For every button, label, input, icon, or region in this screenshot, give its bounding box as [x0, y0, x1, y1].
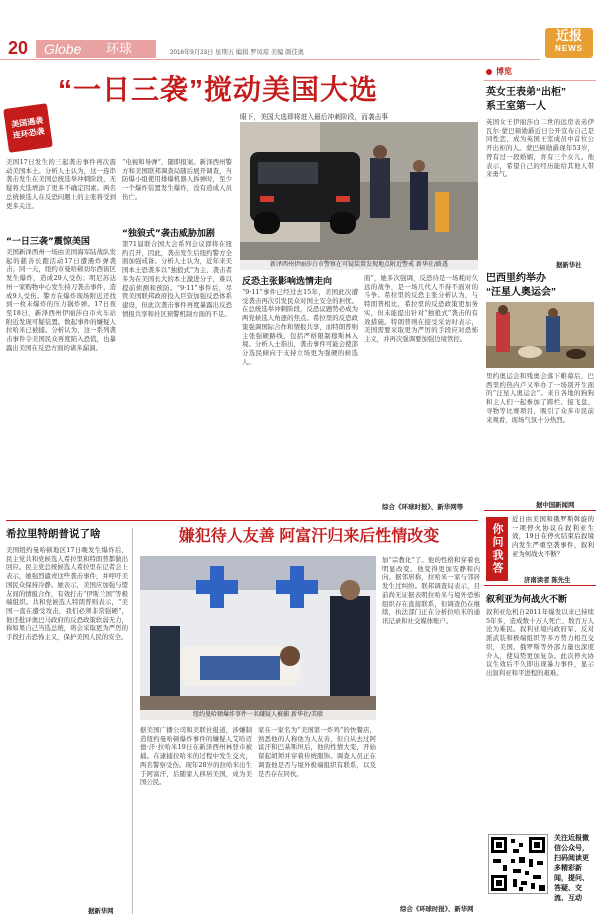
qr-caption: 关注近报微信公众号，扫码阅读更多精彩新闻，提问、答疑、交流、互动 — [554, 835, 589, 902]
dog-scene-image — [486, 302, 594, 368]
lead-byline: 综合《环球时报》、新华网等 — [382, 504, 464, 511]
dog-olympics-photo — [486, 302, 594, 368]
brand-en: NEWS — [555, 44, 583, 53]
suspect-photo — [140, 556, 376, 720]
trump-story-body: 美国纽约曼哈顿地区17日晚发生爆炸后，民主党共和党候选人希拉里和特朗普都做出回应。民主党总统候选人希拉里在记者会上表示，她强烈谴责这些袭击事件，并呼吁美国民众保持冷静。她表示，美国应加强与盟友间的情报合作，有效打击“伊斯兰国”等极端组织。共和党候选人特朗普则表示，“美国一直在遭受攻击，我们必须非常强硬”，他还批评奥巴马政府的反恐政策软弱无力，称如果自己当选总统，将会采取更为严厉的手段打击恐怖主义，保护美国人民的安全。 — [6, 546, 128, 642]
section-en: Globe — [44, 41, 82, 57]
sidebar — [484, 64, 596, 916]
qa-question: 近日由美国和俄罗斯斡旋的一项停火协议在叙利亚生效，19日在停火结束后叙境内发生严重空袭事件，叙利亚为何战火不断？ — [512, 515, 594, 558]
qa-box — [484, 510, 596, 586]
bullet-icon — [486, 69, 492, 75]
suspect-headline: 嫌犯待人友善 阿富汗归来后性情改变 — [178, 528, 440, 545]
lead-col3-subhead: 反恐主张影响选情走向 — [242, 277, 333, 287]
lead-col2-subhead: “独狼式”袭击威胁加剧 — [122, 229, 215, 239]
qa-heading: 叙利亚为何战火不断 — [486, 594, 568, 604]
lead-col3-body: “9·11”事件已经过去15年，美国此次遭受袭击再次引发民众对国土安全的担忧。在总统选举冲刺阶段，反恐议题势必成为两党候选人角逐的焦点。希拉里的反恐政策强调国际合作和情报共享，而特朗普则主张强硬路线，包括严格限制穆斯林入境。分析人士指出，袭击事件可能会使部分选民倾向于支持立场更为强硬的候选人。 — [242, 288, 358, 366]
qr-code-icon — [489, 835, 547, 893]
lead-bottom-rule — [6, 520, 478, 521]
police-scene-image — [240, 122, 478, 270]
story2-body: 里约奥运会和残奥会落下帷幕后，巴西里约热内卢又举办了一场别开生面的“汪星人奥运会”。来自各地的狗狗和主人们一起参加了跨栏、接飞盘、寻物等比赛项目，吸引了众多市民前来观看，现场气氛十分热烈。 — [486, 372, 594, 424]
lead-col1-body: 美国新泽西州一场由美国海军陆战队发起的慈善长跑活动17日遭遇炸弹袭击；同一天，纽约市曼哈顿切尔西街区发生爆炸，造成29人受伤；明尼苏达州一家购物中心发生持刀袭击事件，造成9人受伤。警方在爆炸现场附近还找到一枚未爆炸的压力锅炸弹。17日夜至18日，新泽西州伊丽莎白市火车站附近发现可疑装置。数起事件的嫌疑人拉哈米已被捕。分析认为，这一系列袭击事件令美国民众再度陷入恐慌，也暴露出美国在反恐方面的诸多漏洞。 — [6, 248, 116, 352]
brand-logo — [545, 28, 593, 58]
sidebar-label: 博览 — [496, 67, 512, 76]
qa-title: 你问我答 — [491, 523, 503, 575]
suspect-photo-caption: 纽约曼哈顿爆炸事件一名嫌疑人被捕 新华社/美联 — [140, 710, 376, 720]
sidebar-label-row — [484, 66, 596, 78]
trump-story-title: 希拉里特朗普说了啥 — [6, 528, 101, 540]
header-rule — [0, 59, 540, 60]
arrest-scene-image — [140, 556, 376, 720]
section-zh: 环球 — [106, 41, 133, 56]
date-line: 2016年9月23日 星期五 编辑 罗凤琼 美编 颜佳奥 — [170, 49, 305, 56]
lead-col4-body: 面”，她多次强调，反恐待是一场耗时久远的战争，是一场几代人不得不面对的斗争。希拉里的反恐主张分析认为，与特朗普相比，希拉里的反恐政策更加务实，但未能提出针对“独狼式”袭击的有效措施。特朗普则在接受采访时表示，美国需要采取更为严厉的手段应对恐怖主义，并再次强调要加强边境管控。 — [364, 274, 478, 343]
column-divider — [132, 528, 133, 914]
qa-body: 叙利亚危机自2011年爆发以来已持续5年多，造成数十万人死亡、数百万人沦为难民。叙利亚境内政府军、反对派武装和极端组织等多方势力相互交织，美国、俄罗斯等外部力量也深度介入，使局势更加复杂。此次停火协议生效后不久即出现暴力事件，显示出叙利亚和平进程的艰难。 — [486, 608, 594, 677]
story1-body: 英国女王伊丽莎白二世的远房表弟伊瓦尔·蒙巴顿勋爵近日公开宣布自己是同性恋，成为英国王室成员中首位公开出柜的人。蒙巴顿勋爵现年53岁，曾有过一段婚姻，育有三个女儿。他表示，希望自己的经历能给其他人带来勇气。 — [486, 118, 594, 179]
lead-col1-subhead: “一日三袭”震惊美国 — [6, 237, 90, 247]
story2-byline: 据中国新闻网 — [536, 502, 575, 509]
page-header — [0, 0, 600, 66]
suspect-col1: 据美国广播公司和美联社报道，涉嫌制造纽约曼哈顿爆炸事件的嫌疑人艾哈迈德·汗·拉哈米19日在新泽西州林登市被捕。在逮捕拉哈米的过程中发生交火，两名警察受伤。现年28岁的拉哈米出生于阿富汗，后随家人移居美国，成为美国公民。 — [140, 726, 252, 787]
story1-byline: 据新华社 — [556, 262, 582, 269]
story2-title: 巴西里约举办 “汪星人奥运会” — [486, 273, 556, 298]
page-number: 20 — [8, 38, 29, 58]
lead-photo — [240, 122, 478, 270]
suspect-col2: 家在一家名为“美国第一炸鸡”的快餐店，熟悉他的人称他为人友善，但自从去过阿富汗和巴基斯坦后，他的性情大变，开始留起胡须并穿着传统服饰。调查人员正在调查他是否与境外极端组织有联系，以及是否存在同伙。 — [258, 726, 376, 778]
brand-zh: 近报 — [555, 28, 582, 43]
lead-photo-caption: 新泽西州伊丽莎白市警察在可疑装置发现地点附近警戒 新华社/路透 — [240, 260, 478, 270]
suspect-byline: 综合《环球时报》、新华网 — [400, 906, 474, 913]
sidebar-top-rule — [484, 80, 596, 81]
qa-answerer: 济南读者 陈先生 — [524, 577, 571, 584]
trump-story-byline: 据新华网 — [88, 908, 114, 915]
story1-title: 英女王表弟“出柜” 系王室第一人 — [486, 87, 566, 112]
lead-col2-top: “电视和导弹”，随即报案。新泽西州警方和美国联邦调查局随后展开调查，当防爆小组使用排爆机器人拆弹时，至少一个爆炸装置发生爆炸，没有造成人员伤亡。 — [122, 158, 232, 201]
kicker-badge — [3, 103, 53, 153]
kicker-text: 美国遇袭 连环恐袭 — [10, 115, 46, 141]
lead-headline: “一日三袭”搅动美国大选 — [58, 74, 379, 105]
lead-deck: 眼下，美国大选即将进入最后冲刺阶段，而袭击事 — [240, 113, 388, 121]
lead-col1-intro: 美国17日发生的三起袭击事件再次震动美国本土。分析人士认为，这一连串袭击发生在美国总统选举冲刺阶段，无疑将大选增添了更多不确定因素。两名总统候选人在反恐问题上的主张将受到更多关注。 — [6, 158, 116, 210]
suspect-col3: 加“宗教化”了。他的性格和穿着也明显改变。他变得更加安静和内向。据邻居称，拉哈米一家与邻居发生过纠纷。联邦调查局表示，目前尚无证据表明拉哈米与境外恐怖组织存在直接联系，但调查仍在继续，执法部门正在分析拉哈米的通讯记录和社交媒体账户。 — [382, 556, 480, 625]
qa-badge — [486, 517, 508, 581]
lead-col2-body: 第71届联合国大会系列会议即将在纽约召开，因此，袭击发生后纽约警方全面加强戒备。分析人士认为，近年来美国本土恐袭多以“独狼式”为主，袭击者多为在美国长大的本土激进分子，难以提前侦测和预防。“9·11”事件后，尽管美国联邦政府投入巨资加强反恐体系建设，但此次袭击事件再度暴露出反恐情报共享和社区预警机制方面的不足。 — [122, 240, 232, 318]
qr-code[interactable] — [488, 834, 548, 894]
